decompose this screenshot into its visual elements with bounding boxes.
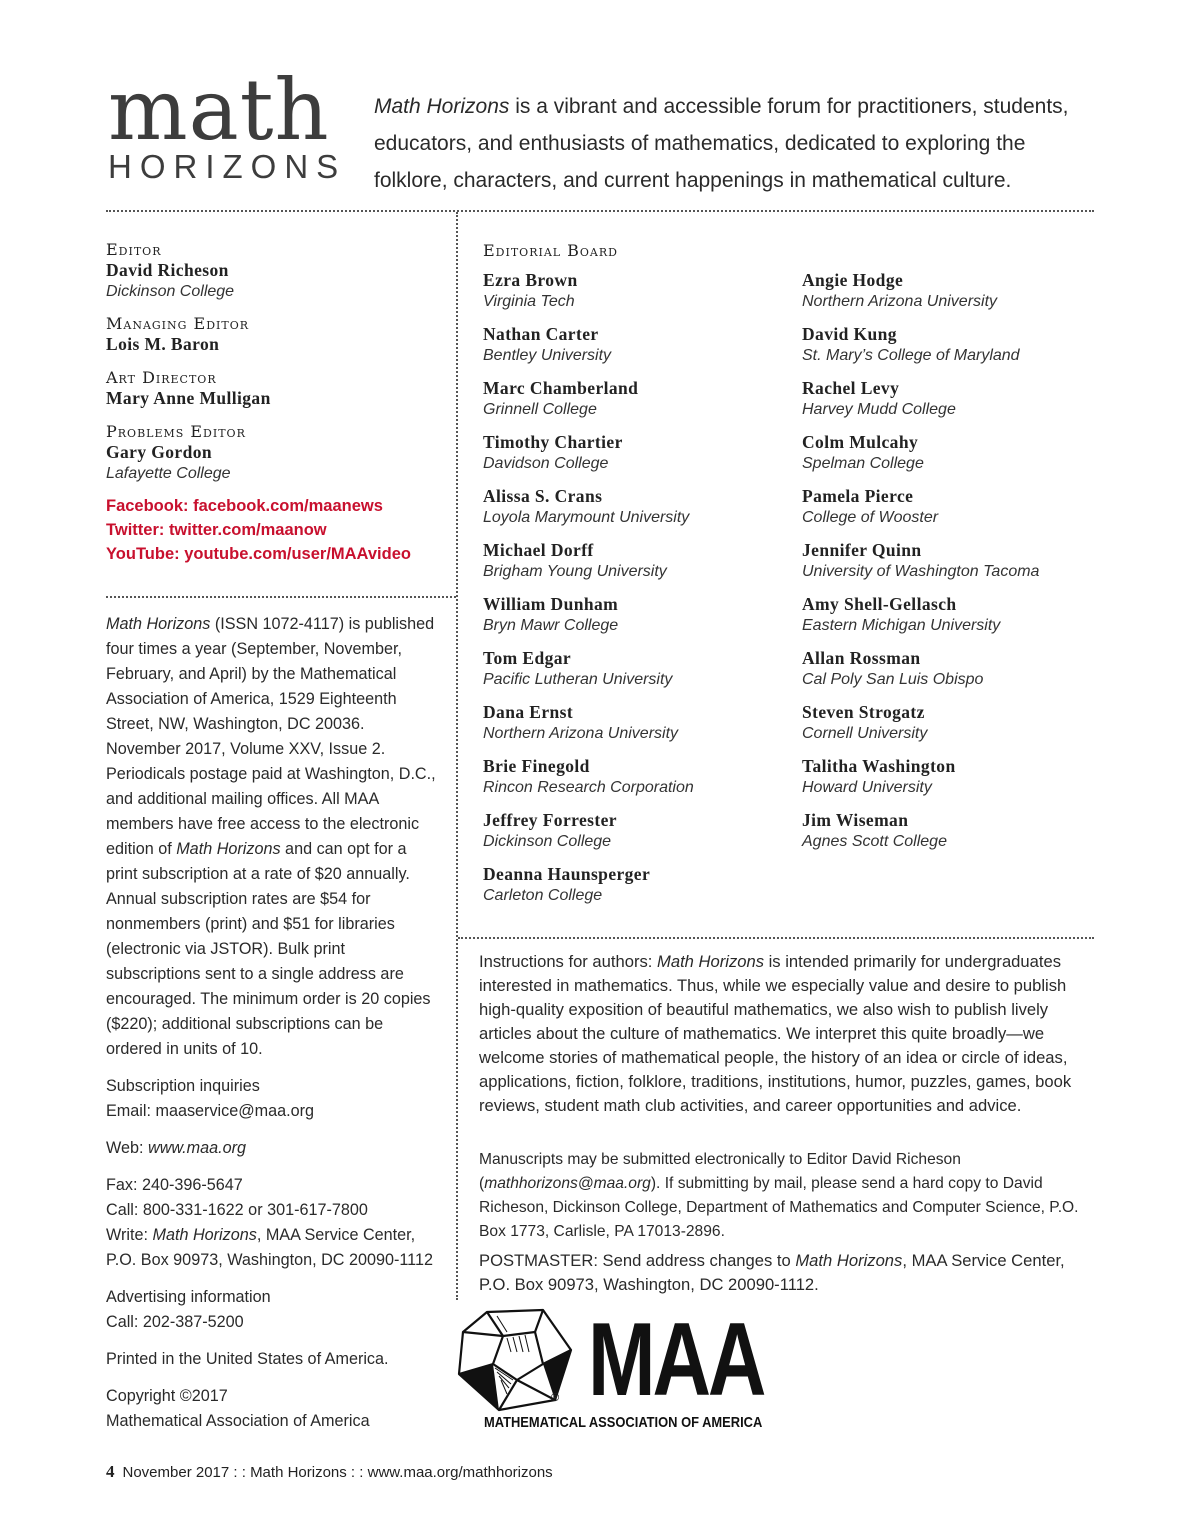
- board-member: Nathan Carter Bentley University: [483, 324, 612, 364]
- instructions-manuscripts: Manuscripts may be submitted electronically to Editor David Richeson (mathhorizons@maa.org). If submitting by mail, please send a hard copy to David Richeson, Dickinson College, Department of Mathematics and Computer Science, P.O. Box 1773, Carlisle, PA 17013-2896.: [479, 1151, 1079, 1240]
- board-member: Brie Finegold Rincon Research Corporation: [483, 756, 694, 796]
- logo-math: math: [108, 61, 330, 159]
- advertising-info: Advertising information Call: 202-387-5200: [106, 1288, 271, 1331]
- masthead: [106, 240, 446, 566]
- footer-text: November 2017 : : Math Horizons : : www.maa.org/mathhorizons: [122, 1464, 553, 1481]
- board-member: Dana Ernst Northern Arizona University: [483, 702, 679, 742]
- facebook-link[interactable]: Facebook: facebook.com/maanews: [106, 497, 383, 515]
- board-member: Ezra Brown Virginia Tech: [483, 270, 578, 310]
- board-member: Pamela Pierce College of Wooster: [802, 486, 939, 526]
- art-director-role: Art Director: [106, 368, 217, 387]
- publication-paragraph: Math Horizons (ISSN 1072-4117) is published four times a year (September, November, February, and April) by the Mathematical Association of America, 1529 Eighteenth Street, NW, Washington, DC 20036. November 2017, Volume XXV, Issue 2. Periodicals postage paid at Washington, D.C., and additional mailing offices. All MAA members have free access to the electronic edition of Math Horizons and can opt for a print subscription at a rate of $20 annually. Annual subscription rates are $54 for nonmembers (print) and $51 for libraries (electronic via JSTOR). Bulk print subscriptions sent to a single address are encouraged. The minimum order is 20 copies ($220); additional subscriptions can be ordered in units of 10.: [106, 615, 436, 1058]
- printed-note: Printed in the United States of America.: [106, 1350, 389, 1368]
- page-footer: [106, 1462, 553, 1482]
- editor-role: Editor: [106, 240, 162, 259]
- intro-text: is a vibrant and accessible forum for practitioners, students, educators, and enthusiasts of mathematics, dedicated to exploring the folklore, characters, and current happenings in mathematical culture.: [374, 95, 1069, 192]
- board-member: Marc Chamberland Grinnell College: [483, 378, 639, 418]
- board-member: Jennifer Quinn University of Washington Tacoma: [802, 540, 1040, 580]
- board-member: Angie Hodge Northern Arizona University: [802, 270, 998, 310]
- youtube-link[interactable]: YouTube: youtube.com/user/MAAvideo: [106, 545, 411, 563]
- copyright: Copyright ©2017 Mathematical Association of America: [106, 1387, 370, 1430]
- left-divider: [106, 596, 456, 598]
- board-right-column: [802, 270, 1122, 864]
- logo-horizons: HORIZONS: [108, 148, 347, 185]
- board-heading: Editorial Board: [483, 241, 618, 260]
- board-member: David Kung St. Mary’s College of Maryland: [802, 324, 1020, 364]
- subscription-email[interactable]: Email: maaservice@maa.org: [106, 1102, 315, 1120]
- intro-title: Math Horizons: [374, 95, 510, 118]
- board-member: Tom Edgar Pacific Lutheran University: [483, 648, 673, 688]
- board-member: Deanna Haunsperger Carleton College: [483, 864, 651, 904]
- editor-name: David Richeson: [106, 260, 229, 280]
- web-info: Web: www.maa.org: [106, 1139, 247, 1157]
- editor-inst: Dickinson College: [106, 283, 235, 300]
- web-link[interactable]: www.maa.org: [148, 1139, 247, 1157]
- board-member: Jeffrey Forrester Dickinson College: [483, 810, 617, 850]
- board-member: Michael Dorff Brigham Young University: [483, 540, 667, 580]
- board-member: Allan Rossman Cal Poly San Luis Obispo: [802, 648, 984, 688]
- board-member: Jim Wiseman Agnes Scott College: [802, 810, 947, 850]
- managing-editor-role: Managing Editor: [106, 314, 250, 333]
- board-member: Alissa S. Crans Loyola Marymount University: [483, 486, 690, 526]
- intro-paragraph: [374, 88, 1104, 199]
- registered-mark: ®: [551, 1392, 560, 1404]
- board-member: Steven Strogatz Cornell University: [802, 702, 928, 742]
- subscription-info: Subscription inquiries Email: maaservice@maa.org: [106, 1074, 436, 1124]
- art-director-name: Mary Anne Mulligan: [106, 388, 271, 408]
- top-divider: [106, 210, 1094, 212]
- problems-editor-name: Gary Gordon: [106, 442, 212, 462]
- twitter-link[interactable]: Twitter: twitter.com/maanow: [106, 521, 327, 539]
- board-member: Colm Mulcahy Spelman College: [802, 432, 924, 472]
- board-member: William Dunham Bryn Mawr College: [483, 594, 619, 634]
- problems-editor-role: Problems Editor: [106, 422, 246, 441]
- manuscript-email[interactable]: mathhorizons@maa.org: [484, 1175, 651, 1192]
- board-member: Talitha Washington Howard University: [802, 756, 956, 796]
- board-member: Amy Shell-Gellasch Eastern Michigan University: [802, 594, 1001, 634]
- board-member: Rachel Levy Harvey Mudd College: [802, 378, 956, 418]
- instructions-divider: [458, 937, 1094, 939]
- maa-tagline: MATHEMATICAL ASSOCIATION OF AMERICA: [484, 1414, 763, 1431]
- contact-info: Fax: 240-396-5647 Call: 800-331-1622 or 301-617-7800 Write: Math Horizons, MAA Service Center, P.O. Box 90973, Washington, DC 20090-1112: [106, 1176, 433, 1269]
- problems-editor-inst: Lafayette College: [106, 465, 231, 482]
- column-divider: [456, 212, 458, 1300]
- board-member: Timothy Chartier Davidson College: [483, 432, 623, 472]
- maa-letters: MAA: [588, 1302, 764, 1418]
- instructions-authors: Instructions for authors: Math Horizons is intended primarily for undergraduates interested in mathematics. Thus, while we especially value and desire to publish high-quality exposition of beautiful mathematics, we also wish to publish lively articles about the culture of mathematics. We interpret this quite broadly—we welcome stories of mathematical people, the history of an idea or circle of ideas, applications, fiction, folklore, traditions, institutions, humor, puzzles, games, book reviews, student math club activities, and career opportunities and advice.: [479, 952, 1072, 1115]
- instructions-postmaster: POSTMASTER: Send address changes to Math Horizons, MAA Service Center, P.O. Box 90973, Washington, DC 20090-1112.: [479, 1251, 1065, 1294]
- board-left-column: [483, 270, 803, 918]
- page-number: 4: [106, 1462, 115, 1481]
- managing-editor-name: Lois M. Baron: [106, 334, 220, 354]
- publication-info: [106, 612, 436, 1434]
